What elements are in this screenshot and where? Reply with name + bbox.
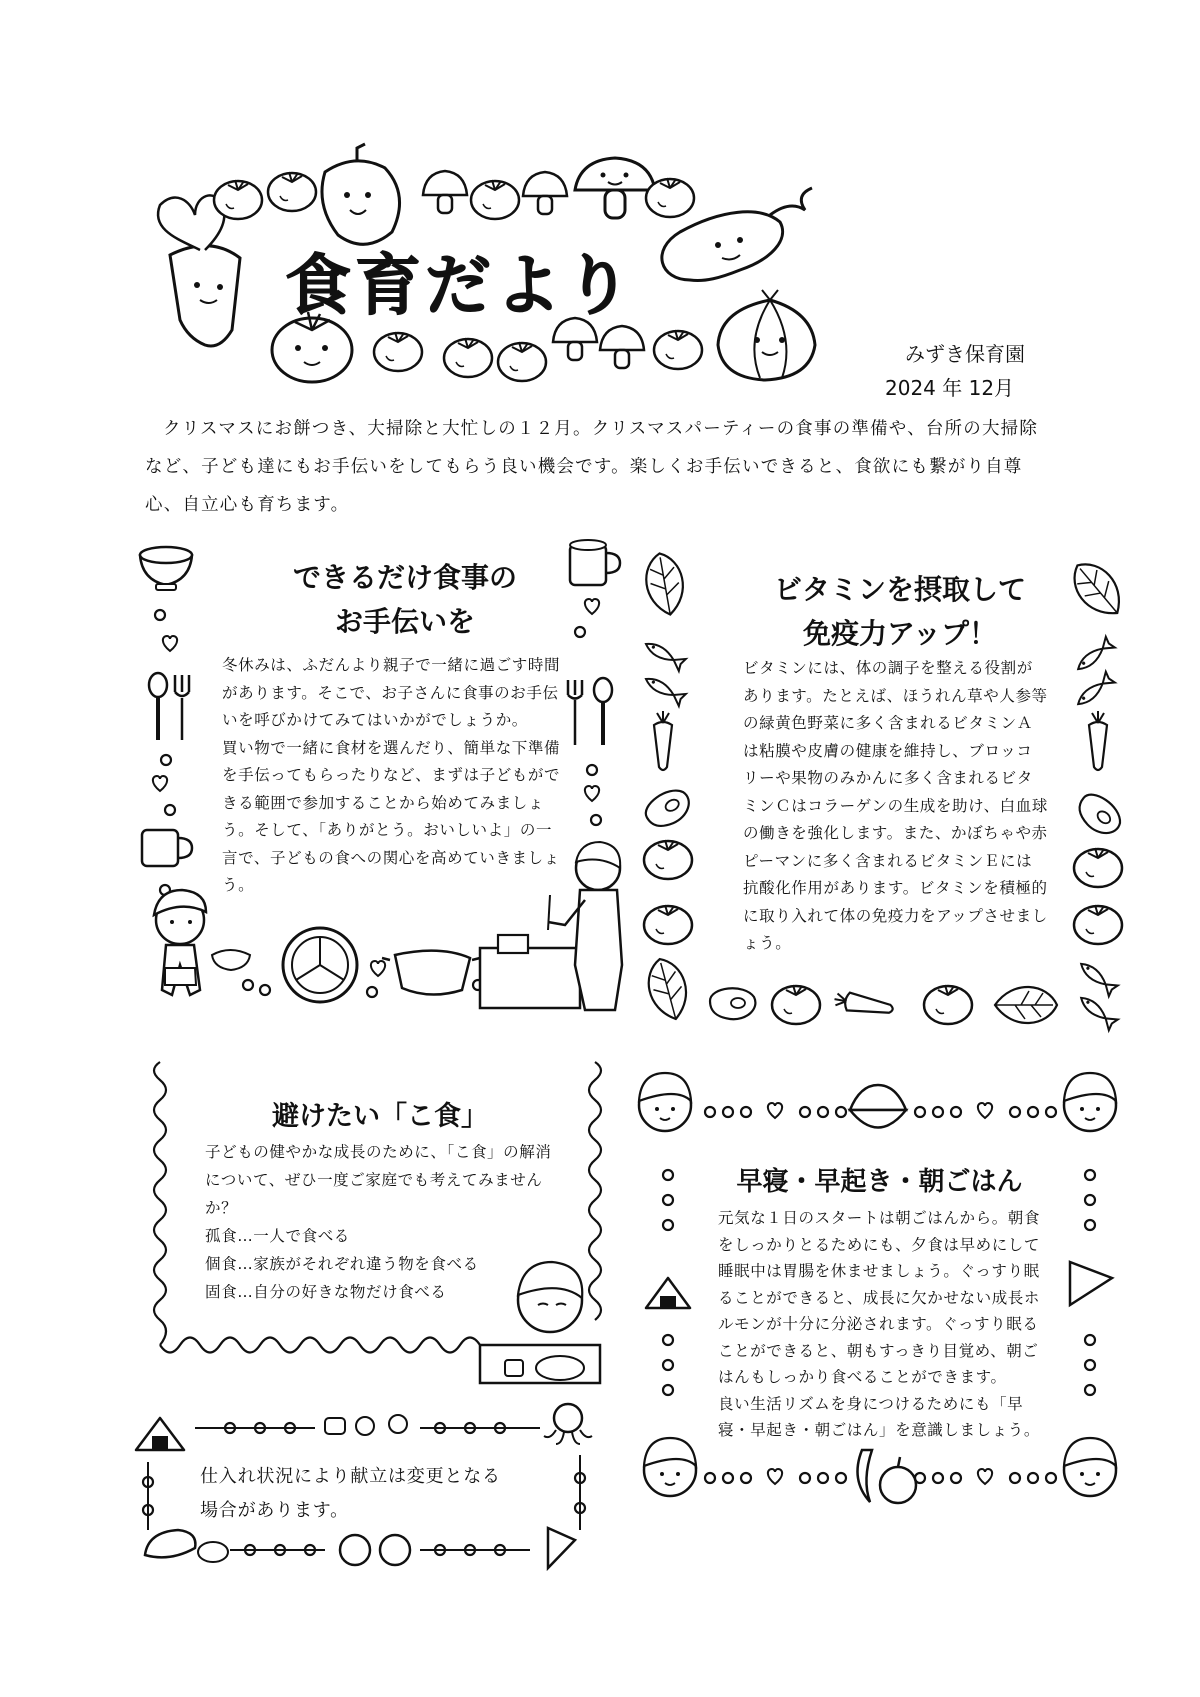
- octopus-icon: [544, 1404, 592, 1444]
- border-ring: [933, 1473, 943, 1483]
- sleep-paragraph-1: 元気な１日のスタートは朝ごはんから。朝食をしっかりとるためにも、夕食は早めにして睡眠中は胃腸を休ませましょう。ぐっすり眠ることができると、成長に欠かせない成長ホルモンが十分に分泌されます。ぐっすり眠ることができると、朝もすっきり目覚め、朝ごはんもしっかり食べることができます。: [718, 1209, 1041, 1386]
- help-section-body: [222, 652, 567, 900]
- tomato-icon: [444, 338, 492, 377]
- border-ring: [933, 1107, 943, 1117]
- fork-spoon-icon: [149, 673, 189, 740]
- meat-icon: [1072, 788, 1127, 841]
- banana-icon: [858, 1450, 873, 1502]
- vitamin-section-body: [743, 655, 1048, 958]
- lettuce-icon: [1064, 554, 1131, 625]
- border-ring: [663, 1385, 673, 1395]
- mushroom-icon: [523, 172, 567, 214]
- bread-icon: [145, 1530, 195, 1557]
- koshoku-item-3: 固食…自分の好きな物だけ食べる: [205, 1283, 447, 1301]
- pepper-icon: [322, 144, 400, 244]
- notice-line-1: 仕入れ状況により献立は変更となる: [200, 1466, 501, 1487]
- border-heart-icon: [768, 1103, 782, 1118]
- border-ring: [818, 1107, 828, 1117]
- sleep-paragraph-2: 良い生活リズムを身につけるためにも「早寝・早起き・朝ごはん」を意識しましょう。: [718, 1394, 1041, 1439]
- border-ring: [705, 1107, 715, 1117]
- mushroom-icon: [575, 158, 655, 218]
- tomato-icon: [644, 840, 692, 879]
- border-ring: [663, 1220, 673, 1230]
- fish-icon: [642, 673, 685, 706]
- border-ring: [723, 1473, 733, 1483]
- border-ring: [663, 1170, 673, 1180]
- onigiri-icon: [136, 1418, 184, 1450]
- tomato-icon: [1074, 905, 1122, 944]
- fish-icon: [1074, 672, 1115, 710]
- border-ring: [663, 1335, 673, 1345]
- border-ring: [705, 1473, 715, 1483]
- mushroom-icon: [600, 326, 644, 368]
- border-ring: [1085, 1170, 1095, 1180]
- tomato-icon: [654, 330, 702, 369]
- tomato-icon: [498, 342, 546, 381]
- border-ring: [836, 1473, 846, 1483]
- issue-date: 2024 年 12月: [885, 376, 1015, 400]
- vitamin-section-title: [735, 568, 1065, 656]
- border-ring: [1085, 1385, 1095, 1395]
- intro-text: クリスマスにお餅つき、大掃除と大忙しの１２月。クリスマスパーティーの食事の準備や、台所の大掃除など、子ども達にもお手伝いをしてもらう良い機会です。楽しくお手伝いできると、食欲にも繋がり自尊心、自立心も育ちます。: [145, 419, 1039, 515]
- fish-icon: [1077, 958, 1118, 996]
- meat-icon: [641, 784, 696, 833]
- help-title-line1: できるだけ食事の: [292, 561, 517, 594]
- plate-icon: [283, 928, 357, 1002]
- carrot-icon: [833, 990, 894, 1018]
- koshoku-intro: 子どもの健やかな成長のために、「こ食」の解消について、ぜひ一度ご家庭でも考えてみませんか？: [205, 1143, 552, 1217]
- sandwich-icon: [1070, 1262, 1112, 1305]
- border-ring: [951, 1107, 961, 1117]
- border-ring: [1010, 1473, 1020, 1483]
- child-icon: [154, 890, 206, 995]
- tomato-icon: [1074, 848, 1122, 887]
- tomato-icon: [471, 180, 519, 219]
- border-ring: [663, 1360, 673, 1370]
- border-ring: [1046, 1473, 1056, 1483]
- border-heart-icon: [978, 1103, 992, 1118]
- mushroom-icon: [423, 171, 467, 213]
- broccoli-icon: [995, 987, 1057, 1023]
- notice-line-2: 場合があります。: [200, 1500, 349, 1521]
- onigiri-icon: [646, 1278, 690, 1308]
- border-heart-icon: [978, 1469, 992, 1484]
- carrot-icon: [654, 711, 672, 770]
- tomato-icon: [644, 905, 692, 944]
- border-ring: [1085, 1220, 1095, 1230]
- tomato-icon: [924, 985, 972, 1024]
- fork-spoon-icon: [568, 678, 612, 745]
- border-ring: [1046, 1107, 1056, 1117]
- border-ring: [915, 1107, 925, 1117]
- onion-icon: [718, 290, 815, 380]
- border-ring: [1085, 1195, 1095, 1205]
- sleep-section-title: 早寝・早起き・朝ごはん: [736, 1167, 1023, 1197]
- lettuce-icon: [642, 954, 693, 1023]
- border-ring: [741, 1473, 751, 1483]
- bowl-icon: [140, 547, 192, 590]
- koshoku-item-1: 孤食…一人で食べる: [205, 1227, 350, 1245]
- help-title-line2: お手伝いを: [334, 605, 475, 638]
- cup-icon: [142, 830, 192, 866]
- fish-icon: [1074, 637, 1115, 675]
- border-ring: [1028, 1473, 1038, 1483]
- intro-paragraph: [145, 410, 1050, 524]
- border-ring: [663, 1195, 673, 1205]
- border-ring: [741, 1107, 751, 1117]
- border-ring: [1085, 1335, 1095, 1345]
- plate-icon: [212, 950, 250, 970]
- border-ring: [800, 1107, 810, 1117]
- fish-icon: [1077, 992, 1118, 1030]
- fish-icon: [642, 638, 685, 671]
- border-ring: [818, 1473, 828, 1483]
- carrot-icon: [1089, 711, 1107, 770]
- border-ring: [836, 1107, 846, 1117]
- rice-bowl-icon: [850, 1085, 906, 1128]
- border-ring: [1028, 1107, 1038, 1117]
- border-ring: [1085, 1360, 1095, 1370]
- newsletter-title: 食育だより: [285, 247, 635, 324]
- koshoku-section-title: 避けたい「こ食」: [272, 1101, 488, 1132]
- border-ring: [800, 1473, 810, 1483]
- vitamin-title-line1: ビタミンを摂取して: [773, 573, 1026, 606]
- border-ring: [951, 1473, 961, 1483]
- koshoku-item-2: 個食…家族がそれぞれ違う物を食べる: [205, 1255, 479, 1273]
- meat-icon: [710, 988, 755, 1019]
- border-heart-icon: [768, 1469, 782, 1484]
- vitamin-paragraph-1: ビタミンには、体の調子を整える役割があります。たとえば、ほうれん草や人参等の緑黄色野菜に多く含まれるビタミンＡは粘膜や皮膚の健康を維持し、ブロッコリーや果物のみかんに多く含まれるビタミンＣはコラーゲンの生成を助け、白血球の働きを強化します。また、かぼちゃや赤ピーマンに多く含まれるビタミンＥには抗酸化作用があります。ビタミンを積極的に取り入れて体の免疫力をアップさせましょう。: [743, 659, 1048, 952]
- apple-icon: [880, 1457, 916, 1503]
- help-section-title: [215, 556, 595, 644]
- border-ring: [1010, 1107, 1020, 1117]
- border-ring: [915, 1473, 925, 1483]
- tomato-icon: [214, 180, 262, 219]
- tomato-icon: [646, 178, 694, 217]
- lettuce-icon: [642, 550, 688, 617]
- help-paragraph-1: 冬休みは、ふだんより親子で一緒に過ごす時間があります。そこで、お子さんに食事のお手伝いを呼びかけてみてはいかがでしょうか。: [222, 656, 561, 729]
- help-paragraph-2: 買い物で一緒に食材を選んだり、簡単な下準備を手伝ってもらったりなど、まずは子どもができる範囲で参加することから始めてみましょう。そして、「ありがとう。おいしいよ」の一言で、子どもの食への関心を高めていきましょう。: [222, 738, 561, 894]
- tomato-icon: [772, 985, 820, 1024]
- sleep-section-body: [718, 1205, 1048, 1444]
- tomato-icon: [374, 332, 422, 371]
- pan-icon: [382, 951, 480, 995]
- koshoku-section-body: [205, 1138, 555, 1306]
- tomato-icon: [268, 172, 316, 211]
- border-ring: [723, 1107, 733, 1117]
- menu-change-notice: [200, 1460, 560, 1528]
- organization-name: みずき保育園: [905, 342, 1025, 366]
- vitamin-title-line2: 免疫力アップ！: [802, 617, 998, 650]
